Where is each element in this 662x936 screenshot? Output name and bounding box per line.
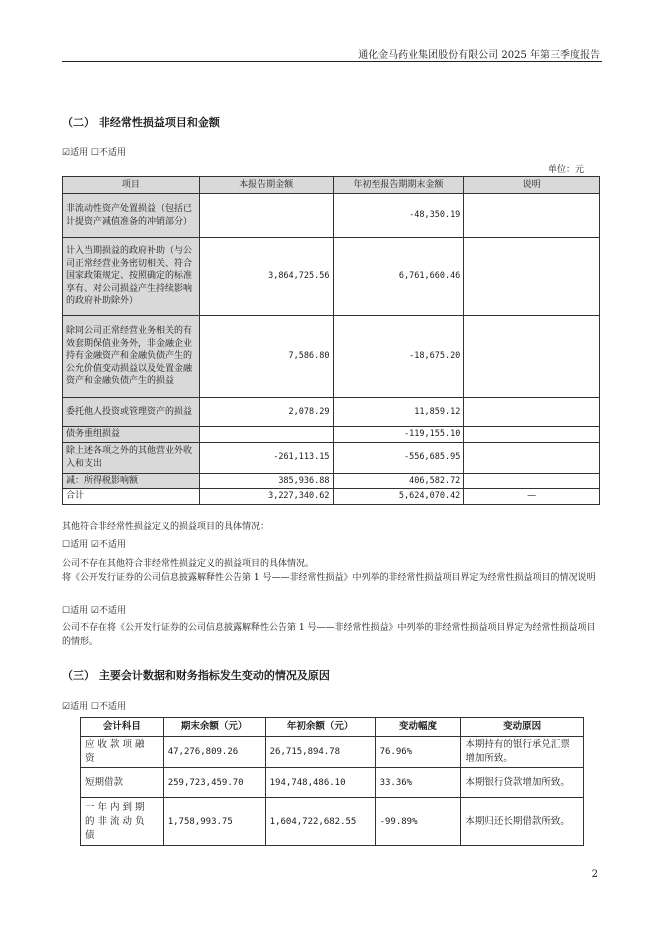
table-row xyxy=(81,737,584,768)
current-amount-cell: 385,936.88 xyxy=(199,473,333,489)
accounting-changes-table xyxy=(80,717,584,846)
item-cell: 委托他人投资或管理资产的损益 xyxy=(63,398,200,427)
non-recurring-items-table xyxy=(62,176,600,505)
column-header: 年初至报告期期末金额 xyxy=(333,177,464,194)
column-header: 年初余额（元） xyxy=(265,718,375,737)
ytd-amount-cell: -18,675.20 xyxy=(333,316,464,398)
end-balance-cell: 1,758,993.75 xyxy=(163,798,265,846)
applicability-indicator: ☑适用 ☐不适用 xyxy=(62,148,126,158)
ytd-amount-cell: 11,859.12 xyxy=(333,398,464,427)
applicability-indicator: ☐适用 ☑不适用 xyxy=(62,606,126,616)
column-header: 变动幅度 xyxy=(375,718,461,737)
ytd-amount-cell: 5,624,070.42 xyxy=(333,489,464,505)
column-header: 变动原因 xyxy=(461,718,584,737)
end-balance-cell: 259,723,459.70 xyxy=(163,768,265,798)
item-cell: 债务重组损益 xyxy=(63,427,200,443)
applicability-indicator: ☑适用 ☐不适用 xyxy=(62,702,126,712)
table-row xyxy=(63,238,600,316)
ytd-amount-cell: 406,582.72 xyxy=(333,473,464,489)
begin-balance-cell: 194,748,486.10 xyxy=(265,768,375,798)
table-row xyxy=(81,768,584,798)
section-title-non-recurring: （二） 非经常性损益项目和金额 xyxy=(62,116,220,129)
item-cell: 计入当期损益的政府补助（与公司正常经营业务密切相关、符合国家政策规定、按照确定的标准享有、对公司损益产生持续影响的政府补助除外） xyxy=(63,238,200,316)
note-cell xyxy=(464,398,600,427)
begin-balance-cell: 26,715,894.78 xyxy=(265,737,375,768)
section-title-changes: （三） 主要会计数据和财务指标发生变动的情况及原因 xyxy=(62,669,330,682)
table-row xyxy=(63,194,600,238)
ytd-amount-cell: -48,350.19 xyxy=(333,194,464,238)
note-cell xyxy=(464,473,600,489)
reason-cell: 本期银行贷款增加所致。 xyxy=(461,768,584,798)
note-cell: — xyxy=(464,489,600,505)
applicability-indicator: ☐适用 ☑不适用 xyxy=(62,540,126,550)
current-amount-cell: 2,078.29 xyxy=(199,398,333,427)
reclass-heading: 将《公开发行证券的公司信息披露解释性公告第 1 号——非经常性损益》中列举的非经常性损益项目界定为经常性损益项目的情况说明 xyxy=(62,573,596,583)
table-row xyxy=(63,442,600,473)
table-row xyxy=(63,398,600,427)
header-rule xyxy=(62,61,602,62)
ytd-amount-cell: -119,155.10 xyxy=(333,427,464,443)
column-header: 期末余额（元） xyxy=(163,718,265,737)
current-amount-cell: 3,227,340.62 xyxy=(199,489,333,505)
table-row xyxy=(81,798,584,846)
other-items-heading: 其他符合非经常性损益定义的损益项目的具体情况： xyxy=(62,522,270,532)
column-header: 会计科目 xyxy=(81,718,164,737)
other-items-text: 公司不存在其他符合非经常性损益定义的损益项目的具体情况。 xyxy=(62,559,315,569)
item-cell: 减：所得税影响额 xyxy=(63,473,200,489)
ytd-amount-cell: 6,761,660.46 xyxy=(333,238,464,316)
current-amount-cell: 3,864,725.56 xyxy=(199,238,333,316)
item-cell: 非流动性资产处置损益（包括已计提资产减值准备的冲销部分） xyxy=(63,194,200,238)
item-cell: 一年内到期的非流动负债 xyxy=(81,798,164,846)
begin-balance-cell: 1,604,722,682.55 xyxy=(265,798,375,846)
total-row xyxy=(63,489,600,505)
note-cell xyxy=(464,194,600,238)
end-balance-cell: 47,276,809.26 xyxy=(163,737,265,768)
table-row xyxy=(63,473,600,489)
change-cell: -99.89% xyxy=(375,798,461,846)
item-cell: 短期借款 xyxy=(81,768,164,798)
current-amount-cell xyxy=(199,194,333,238)
ytd-amount-cell: -556,685.95 xyxy=(333,442,464,473)
reason-cell: 本期归还长期借款所致。 xyxy=(461,798,584,846)
change-cell: 33.36% xyxy=(375,768,461,798)
item-cell: 除上述各项之外的其他营业外收入和支出 xyxy=(63,442,200,473)
note-cell xyxy=(464,238,600,316)
item-cell: 除同公司正常经营业务相关的有效套期保值业务外，非金融企业持有金融资产和金融负债产生的公允价值变动损益以及处置金融资产和金融负债产生的损益 xyxy=(63,316,200,398)
column-header: 项目 xyxy=(63,177,200,194)
change-cell: 76.96% xyxy=(375,737,461,768)
current-amount-cell: -261,113.15 xyxy=(199,442,333,473)
table-row xyxy=(63,316,600,398)
reason-cell: 本期持有的银行承兑汇票增加所致。 xyxy=(461,737,584,768)
note-cell xyxy=(464,427,600,443)
current-amount-cell xyxy=(199,427,333,443)
note-cell xyxy=(464,442,600,473)
report-header: 通化金马药业集团股份有限公司 2025 年第三季度报告 xyxy=(358,50,600,61)
table-header-row xyxy=(81,718,584,737)
item-cell: 应收款项融资 xyxy=(81,737,164,768)
column-header: 说明 xyxy=(464,177,600,194)
note-cell xyxy=(464,316,600,398)
unit-label: 单位：元 xyxy=(547,165,584,175)
page-number: 2 xyxy=(591,869,598,880)
item-cell: 合计 xyxy=(63,489,200,505)
table-header-row xyxy=(63,177,600,194)
current-amount-cell: 7,586.80 xyxy=(199,316,333,398)
column-header: 本报告期金额 xyxy=(199,177,333,194)
reclass-text: 公司不存在将《公开发行证券的公司信息披露解释性公告第 1 号——非经常性损益》中列举的非经常性损益项目界定为经常性损益项目的情形。 xyxy=(62,623,596,647)
table-row xyxy=(63,427,600,443)
